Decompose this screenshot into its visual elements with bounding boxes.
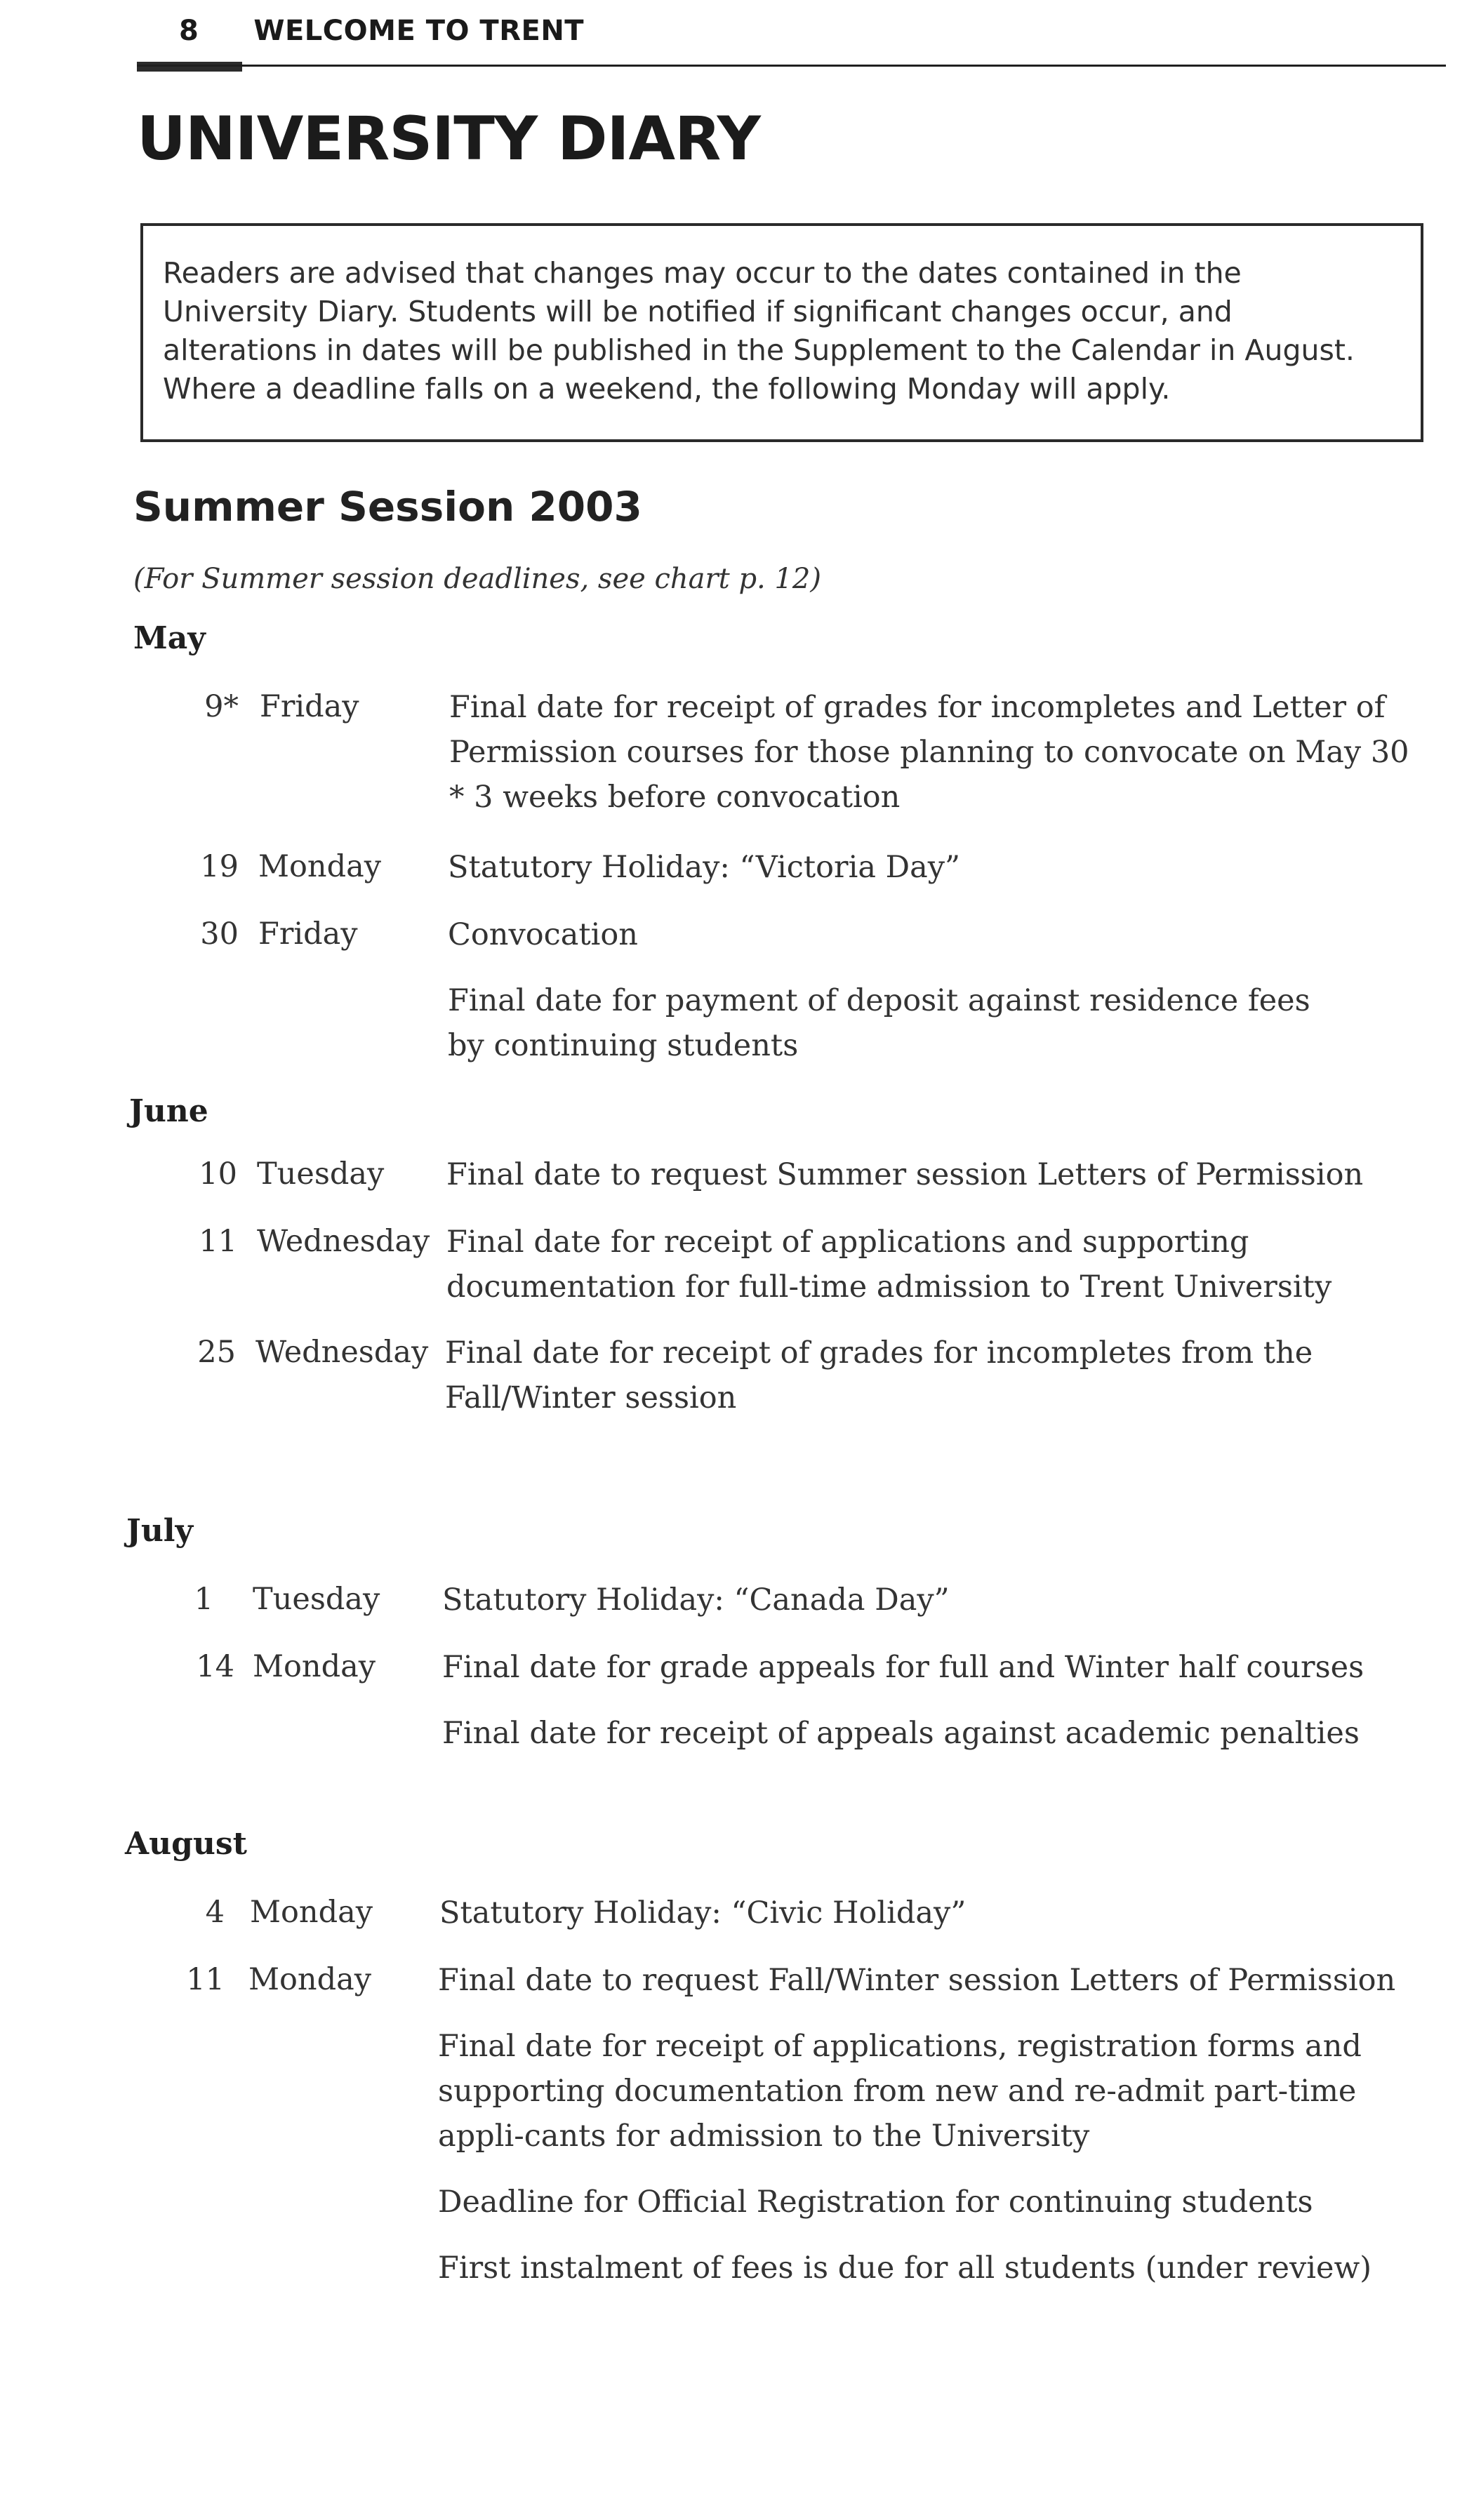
entry-weekday: Monday (250, 1895, 373, 1930)
entry-description (448, 912, 1346, 1068)
header-rule (137, 65, 1446, 67)
entry-item: * 3 weeks before convocation (449, 780, 901, 815)
entry-item: Final date for grade appeals for full and Winter half courses (442, 1650, 1364, 1685)
entry-description (446, 1152, 1443, 1197)
entry-item: Deadline for Official Registration for continuing students (438, 2185, 1313, 2220)
entry-item: Final date for receipt of appeals against academic penalties (442, 1716, 1360, 1751)
entry-description (442, 1578, 1439, 1622)
entry-day: 25 (197, 1335, 236, 1370)
month-heading: June (129, 1093, 208, 1129)
entry-weekday: Tuesday (253, 1582, 380, 1617)
entry-item: Final date for receipt of applications and supporting documentation for full-time admission to Trent University (446, 1225, 1332, 1305)
entry-description (448, 845, 1445, 890)
entry-item: First instalment of fees is due for all students (under review) (438, 2251, 1372, 2286)
section-title: WELCOME TO TRENT (253, 15, 585, 47)
entry-item: Statutory Holiday: “Civic Holiday” (439, 1895, 967, 1931)
entry-day: 14 (196, 1649, 234, 1684)
running-header (179, 10, 584, 52)
entry-item: Convocation (448, 917, 638, 952)
entry-description (446, 1220, 1450, 1309)
entry-weekday: Tuesday (257, 1156, 385, 1192)
month-heading: May (133, 620, 206, 656)
entry-description (442, 1645, 1439, 1756)
entry-weekday: Monday (248, 1962, 372, 1997)
entry-item: Statutory Holiday: “Victoria Day” (448, 850, 961, 885)
header-bar-accent (137, 62, 242, 72)
entry-day: 10 (199, 1156, 237, 1192)
page-number: 8 (179, 15, 199, 47)
entry-day: 9* (204, 689, 239, 724)
entry-weekday: Monday (253, 1649, 376, 1684)
entry-day: 30 (200, 916, 239, 952)
entry-weekday: Monday (258, 849, 382, 884)
entry-day: 1 (194, 1582, 213, 1617)
entry-weekday: Friday (258, 916, 358, 952)
entry-item: Statutory Holiday: “Canada Day” (442, 1582, 950, 1618)
entry-item: Final date for payment of deposit against residence fees by continuing students (448, 983, 1310, 1063)
entry-description (449, 685, 1446, 820)
notice-text: Readers are advised that changes may occur to the dates contained in the University Diary. Students will be notified if significant changes occur, and alterations in dates will be published in the Supplement to the Calendar in August. Where a deadline falls on a weekend, the following Monday will apply. (163, 256, 1355, 406)
entry-weekday: Wednesday (257, 1224, 430, 1259)
entry-weekday: Friday (260, 689, 359, 724)
entry-weekday: Wednesday (255, 1335, 429, 1370)
month-heading: August (125, 1826, 247, 1862)
month-heading: July (126, 1513, 194, 1549)
page-title: UNIVERSITY DIARY (137, 104, 760, 174)
notice-box (140, 223, 1423, 442)
entry-item: Final date to request Summer session Letters of Permission (446, 1157, 1364, 1192)
entry-description (445, 1331, 1456, 1420)
entry-item: Final date for receipt of grades for incompletes from the Fall/Winter session (445, 1335, 1313, 1415)
session-heading: Summer Session 2003 (133, 483, 642, 531)
entry-day: 11 (199, 1224, 237, 1259)
entry-item: Final date for receipt of grades for incompletes and Letter of Permission courses for those planning to convocate on May 30 (449, 690, 1409, 770)
entry-item: Final date to request Fall/Winter session Letters of Permission (438, 1963, 1396, 1998)
entry-description (439, 1891, 1436, 1935)
session-note: (For Summer session deadlines, see chart p. 12) (133, 563, 821, 595)
entry-day: 19 (200, 849, 239, 884)
entry-day: 11 (186, 1962, 225, 1997)
entry-description (438, 1958, 1407, 2291)
entry-item: Final date for receipt of applications, registration forms and supporting documentation from new and re-admit part-time appli-cants for admission to the University (438, 2029, 1362, 2154)
entry-day: 4 (205, 1895, 225, 1930)
